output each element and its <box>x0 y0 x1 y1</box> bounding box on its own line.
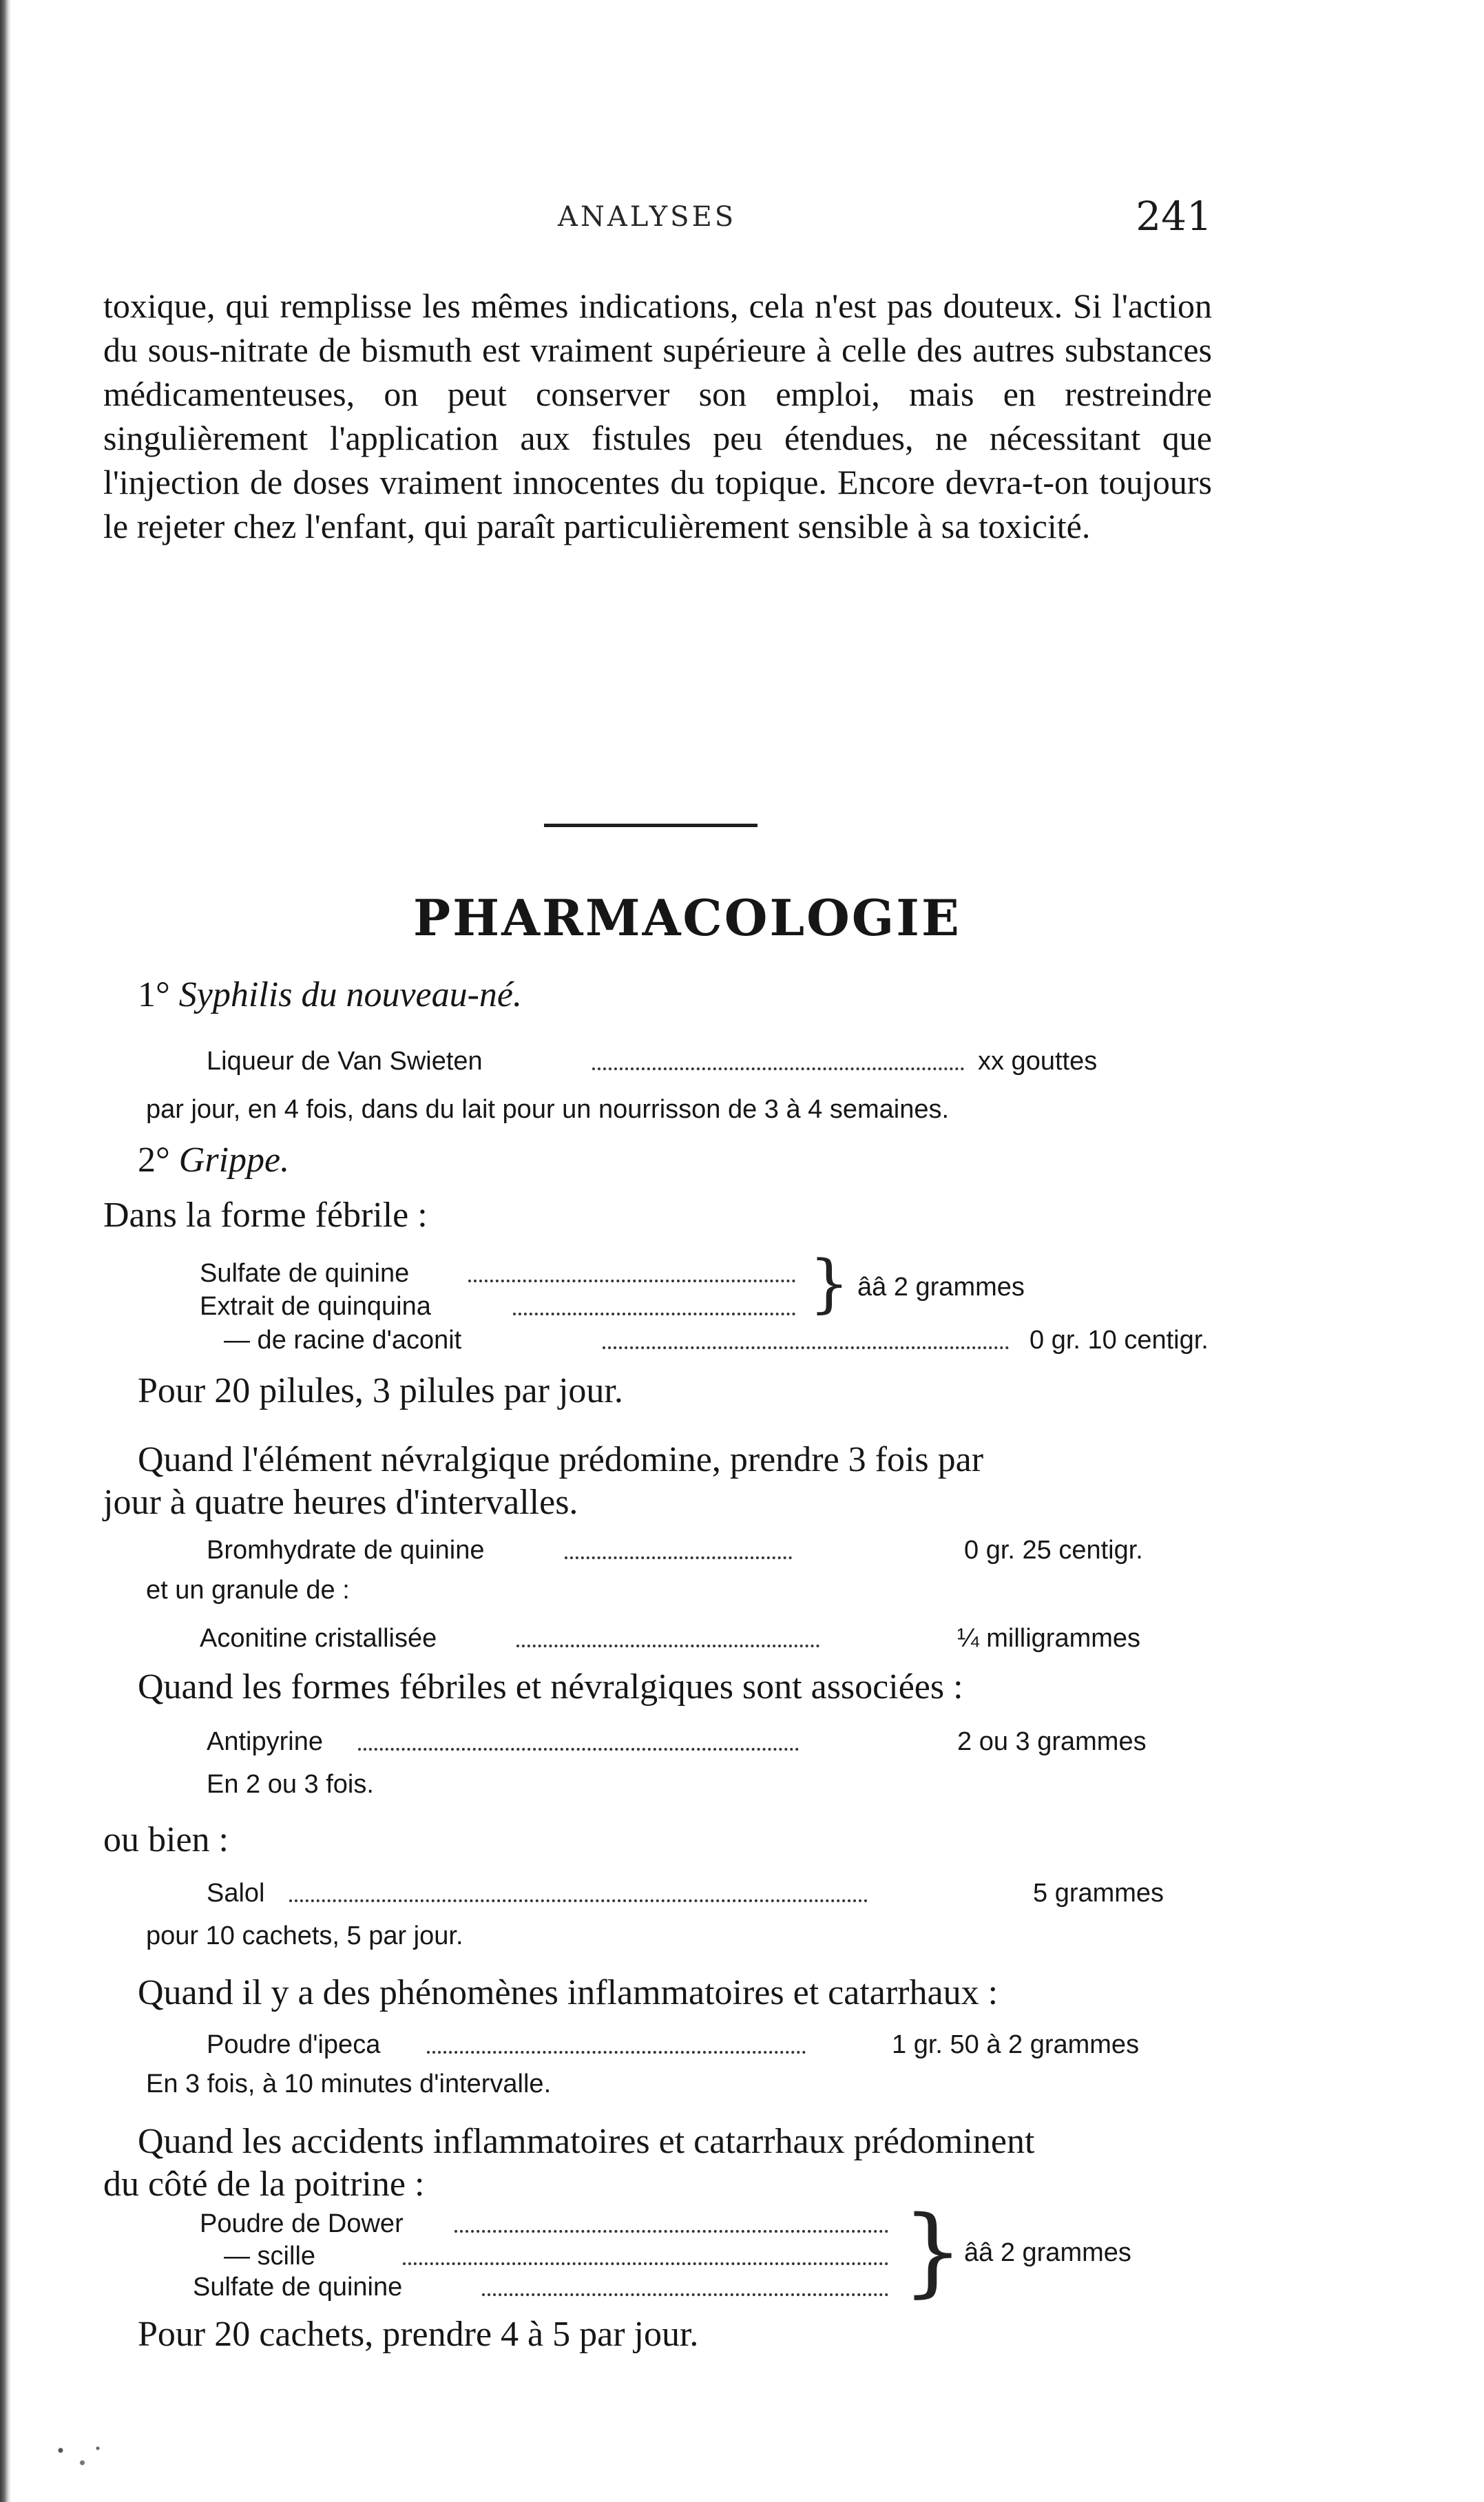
drug-dose: 0 gr. 25 centigr. <box>964 1536 1143 1565</box>
group-dose: ââ 2 grammes <box>857 1273 1025 1302</box>
grouping-brace: } <box>809 1247 850 1320</box>
neuralgic-intro-line2: jour à quatre heures d'intervalles. <box>103 1483 578 1522</box>
leader-dots <box>513 1285 795 1315</box>
cachets-instructions: Pour 20 cachets, prendre 4 à 5 par jour. <box>138 2315 699 2354</box>
section-title: PHARMACOLOGIE <box>413 888 961 947</box>
drug-dose: 0 gr. 10 centigr. <box>1030 1326 1209 1355</box>
leader-dots <box>468 1252 795 1282</box>
drug-name: Bromhydrate de quinine <box>207 1536 485 1565</box>
drug-dose: xx gouttes <box>978 1047 1098 1076</box>
ipeca-note: En 3 fois, à 10 minutes d'intervalle. <box>146 2070 552 2098</box>
or-else: ou bien : <box>103 1820 229 1859</box>
drug-name: Sulfate de quinine <box>200 1259 410 1288</box>
inflammatory-intro: Quand il y a des phénomènes inflammatoires et catarrhaux : <box>138 1973 999 2012</box>
salol-note: pour 10 cachets, 5 par jour. <box>146 1921 463 1950</box>
leader-dots <box>289 1872 868 1902</box>
leader-dots <box>454 2202 888 2233</box>
drug-name: Liqueur de Van Swieten <box>207 1047 483 1076</box>
drug-name: Poudre de Dower <box>200 2209 404 2238</box>
drug-dose: ¼ milligrammes <box>957 1624 1141 1653</box>
drug-name: Salol <box>207 1879 265 1908</box>
grippe-number: 2° <box>138 1140 170 1180</box>
drug-name: — de racine d'aconit <box>224 1326 462 1355</box>
grippe-title: Grippe. <box>178 1140 290 1180</box>
page-number: 241 <box>1136 193 1212 240</box>
running-head <box>103 193 1212 248</box>
grippe-heading <box>138 1140 289 1180</box>
syphilis-heading <box>138 974 522 1015</box>
drug-name: Antipyrine <box>207 1727 323 1756</box>
running-title: ANALYSES <box>558 201 737 233</box>
grouping-brace: } <box>902 2196 964 2308</box>
scan-binding-edge <box>0 0 11 2502</box>
granule-intro: et un granule de : <box>146 1576 350 1605</box>
leader-dots <box>603 1319 1009 1349</box>
section-divider <box>544 824 757 827</box>
chest-intro-line1: Quand les accidents inflammatoires et catarrhaux prédominent <box>138 2122 1035 2161</box>
antipyrine-note: En 2 ou 3 fois. <box>207 1770 374 1799</box>
leader-dots <box>358 1720 799 1751</box>
chest-intro-line2: du côté de la poitrine : <box>103 2165 425 2204</box>
drug-dose: 5 grammes <box>1033 1879 1164 1908</box>
drug-name: Aconitine cristallisée <box>200 1624 437 1653</box>
syphilis-instructions: par jour, en 4 fois, dans du lait pour un nourrisson de 3 à 4 semaines. <box>146 1095 950 1124</box>
syphilis-number: 1° <box>138 975 170 1014</box>
drug-name: Sulfate de quinine <box>193 2273 403 2302</box>
scan-specks <box>48 2438 110 2479</box>
drug-dose: 1 gr. 50 à 2 grammes <box>892 2030 1140 2059</box>
leader-dots <box>403 2235 888 2265</box>
leader-dots <box>565 1529 792 1559</box>
leader-dots <box>516 1617 819 1647</box>
drug-name: Extrait de quinquina <box>200 1292 431 1321</box>
leader-dots <box>592 1040 964 1070</box>
febrile-intro: Dans la forme fébrile : <box>103 1196 428 1235</box>
neuralgic-intro-line1: Quand l'élément névralgique prédomine, prendre 3 fois par <box>138 1440 984 1479</box>
leader-dots <box>482 2266 888 2296</box>
syphilis-title: Syphilis du nouveau-né. <box>178 975 523 1014</box>
associated-intro: Quand les formes fébriles et névralgiques sont associées : <box>138 1667 963 1707</box>
pills-instructions: Pour 20 pilules, 3 pilules par jour. <box>138 1371 623 1410</box>
drug-name: Poudre d'ipeca <box>207 2030 381 2059</box>
drug-dose: 2 ou 3 grammes <box>957 1727 1147 1756</box>
drug-name: — scille <box>224 2242 316 2271</box>
leader-dots <box>427 2023 806 2054</box>
intro-paragraph: toxique, qui remplisse les mêmes indications, cela n'est pas douteux. Si l'action du sous-nitrate de bismuth est vraiment supérieure à celle des autres substances médicamenteuses, on peut conserver son emploi, mais en restreindre singulièrement l'application aux fistules peu étendues, ne nécessitant que l'injection de doses vraiment innocentes du topique. Encore devra-t-on toujours le rejeter chez l'enfant, qui paraît particulièrement sensible à sa toxicité. <box>103 286 1212 545</box>
group-dose: ââ 2 grammes <box>964 2238 1131 2267</box>
